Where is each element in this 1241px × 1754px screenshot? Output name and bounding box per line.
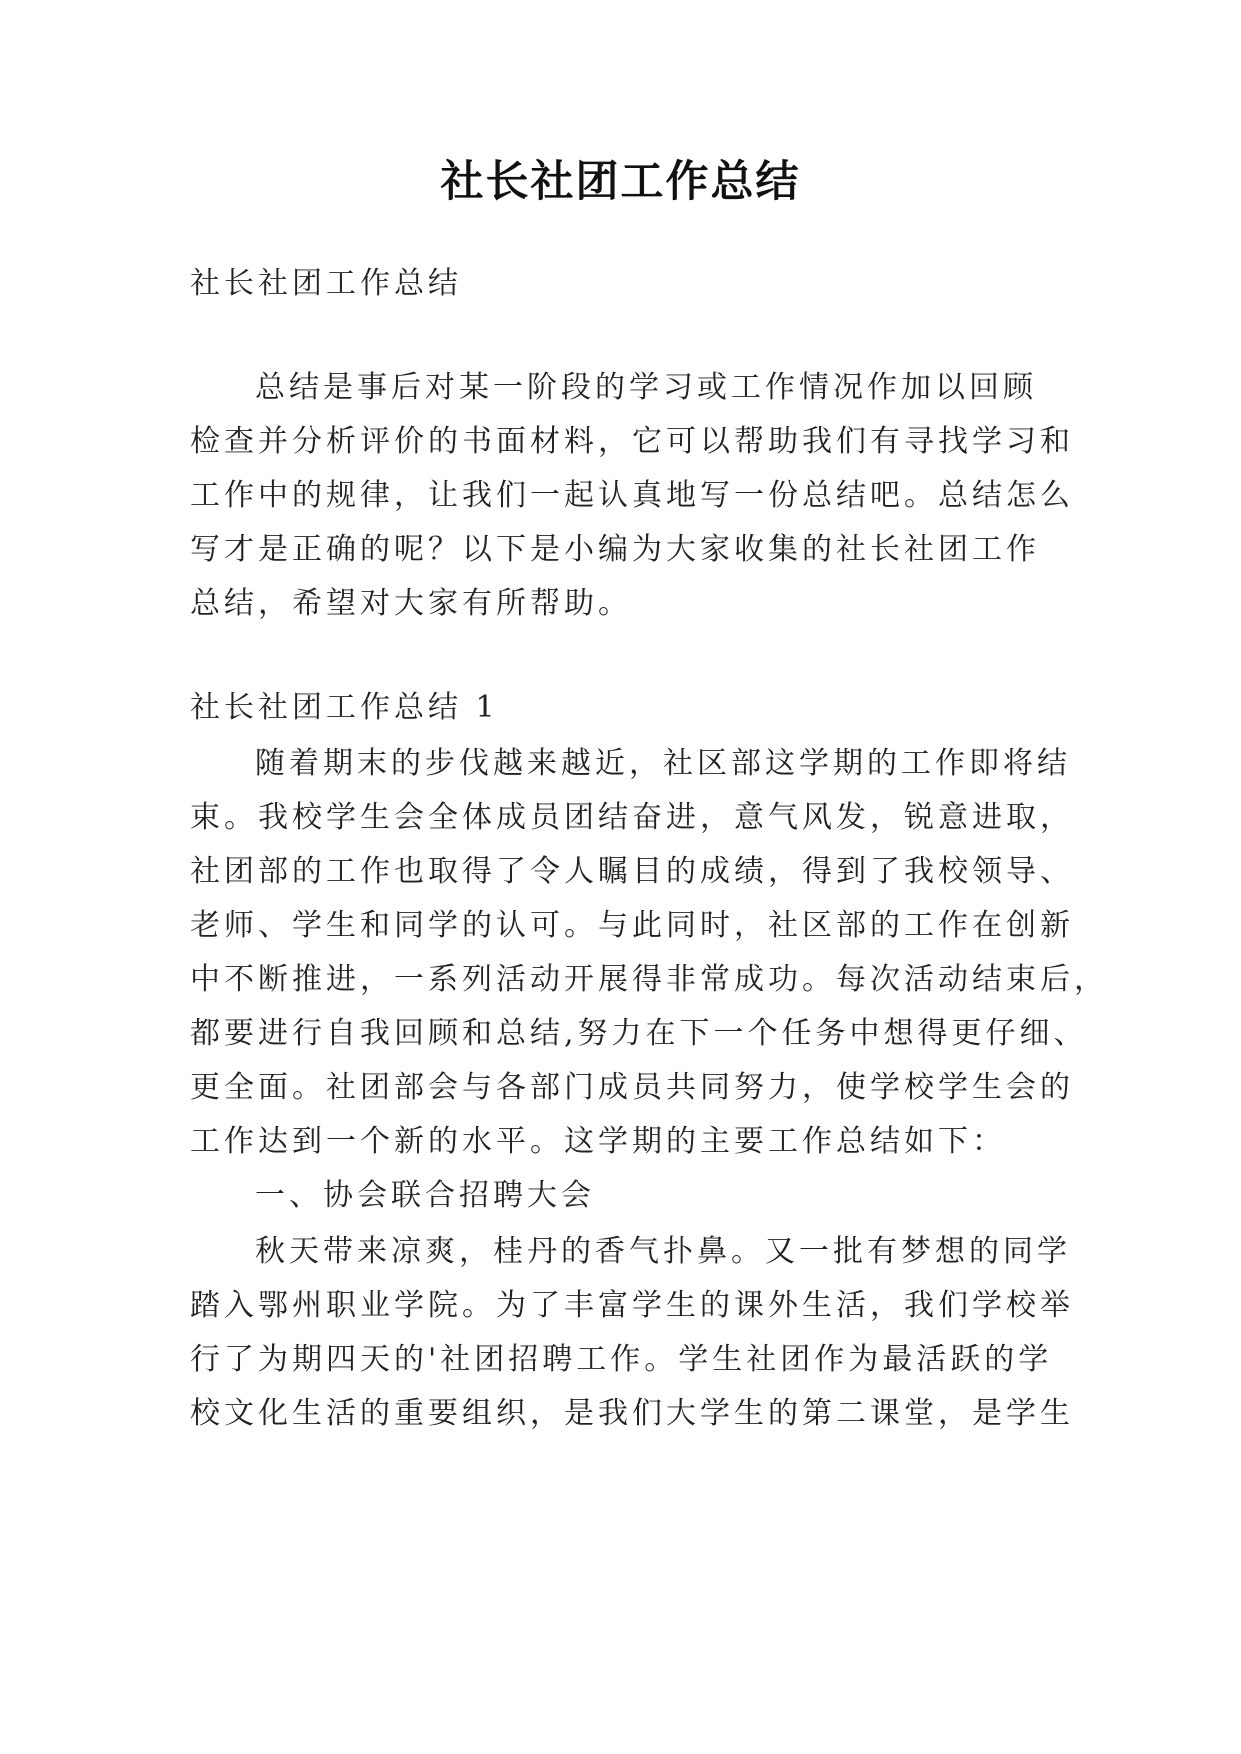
para2-line: 校文化生活的重要组织，是我们大学生的第二课堂，是学生 — [190, 1396, 1074, 1431]
para2-line: 踏入鄂州职业学院。为了丰富学生的课外生活，我们学校举 — [190, 1288, 1074, 1323]
section1-line: 社团部的工作也取得了令人瞩目的成绩，得到了我校领导、 — [190, 854, 1074, 889]
intro-line: 检查并分析评价的书面材料，它可以帮助我们有寻找学习和 — [190, 424, 1074, 459]
intro-line: 总结，希望对大家有所帮助。 — [190, 586, 632, 621]
intro-line: 总结是事后对某一阶段的学习或工作情况作加以回顾 — [255, 370, 1037, 405]
subheading: 一、协会联合招聘大会 — [255, 1178, 595, 1213]
section1-line: 都要进行自我回顾和总结,努力在下一个任务中想得更仔细、 — [190, 1016, 1088, 1051]
document-subtitle: 社长社团工作总结 — [190, 266, 462, 301]
section-heading: 社长社团工作总结 1 — [190, 690, 499, 725]
intro-line: 写才是正确的呢？以下是小编为大家收集的社长社团工作 — [190, 532, 1040, 567]
section1-line: 更全面。社团部会与各部门成员共同努力，使学校学生会的 — [190, 1070, 1074, 1105]
section1-line: 中不断推进，一系列活动开展得非常成功。每次活动结束后， — [190, 962, 1108, 997]
section1-line: 工作达到一个新的水平。这学期的主要工作总结如下： — [190, 1124, 1006, 1159]
document-title: 社长社团工作总结 — [440, 157, 801, 207]
section1-line: 老师、学生和同学的认可。与此同时，社区部的工作在创新 — [190, 908, 1074, 943]
intro-line: 工作中的规律，让我们一起认真地写一份总结吧。总结怎么 — [190, 478, 1074, 513]
section1-line: 随着期末的步伐越来越近，社区部这学期的工作即将结 — [255, 746, 1071, 781]
section1-line: 束。我校学生会全体成员团结奋进，意气风发，锐意进取， — [190, 800, 1074, 835]
para2-line: 行了为期四天的'社团招聘工作。学生社团作为最活跃的学 — [190, 1342, 1053, 1377]
para2-line: 秋天带来凉爽，桂丹的香气扑鼻。又一批有梦想的同学 — [255, 1234, 1071, 1269]
